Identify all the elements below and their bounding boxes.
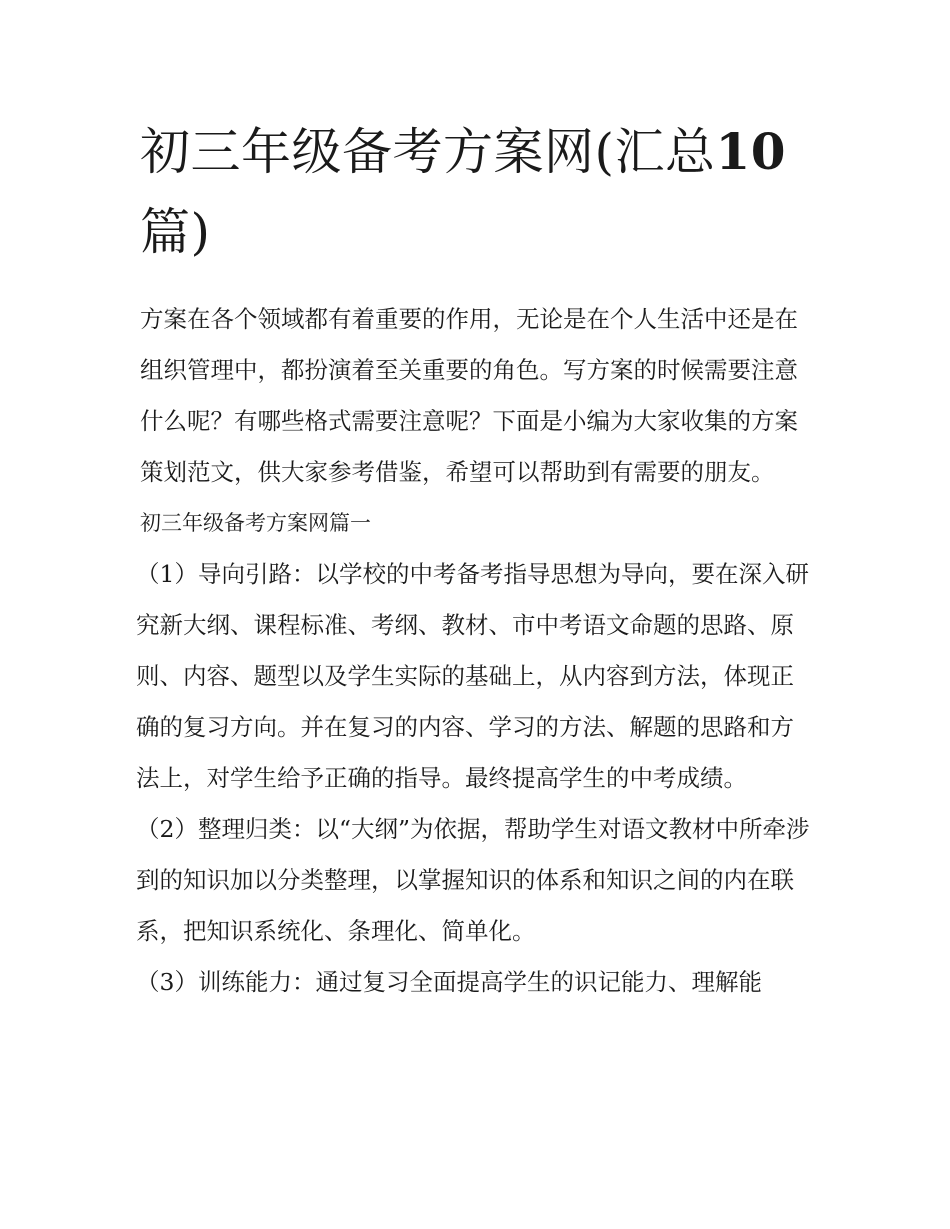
list-item-2: （2）整理归类：以“大纲”为依据，帮助学生对语文教材中所牵涉到的知识加以分类整理，以掌握知识的体系和知识之间的内在联系，把知识系统化、条理化、简单化。 [136,815,810,945]
section-heading: 初三年级备考方案网篇一 [140,511,371,535]
intro-paragraph: 方案在各个领域都有着重要的作用，无论是在个人生活中还是在组织管理中，都扮演着至关重要的角色。写方案的时候需要注意什么呢？有哪些格式需要注意呢？下面是小编为大家收集的方案策划范文，供大家参考借鉴，希望可以帮助到有需要的朋友。 [140,305,798,486]
title-prefix: 初三年级备考方案网(汇总 [140,123,716,181]
list-item-3: （3）训练能力：通过复习全面提高学生的识记能力、理解能 [136,968,762,996]
document-title [140,112,812,272]
title-suffix: 篇) [140,203,211,261]
title-number: 10 [715,122,787,181]
list-item-1: （1）导向引路：以学校的中考备考指导思想为导向，要在深入研究新大纲、课程标准、考纲、教材、市中考语文命题的思路、原则、内容、题型以及学生实际的基础上，从内容到方法，体现正确的复习方向。并在复习的内容、学习的方法、解题的思路和方法上，对学生给予正确的指导。最终提高学生的中考成绩。 [136,560,809,792]
document-content [136,112,812,1008]
